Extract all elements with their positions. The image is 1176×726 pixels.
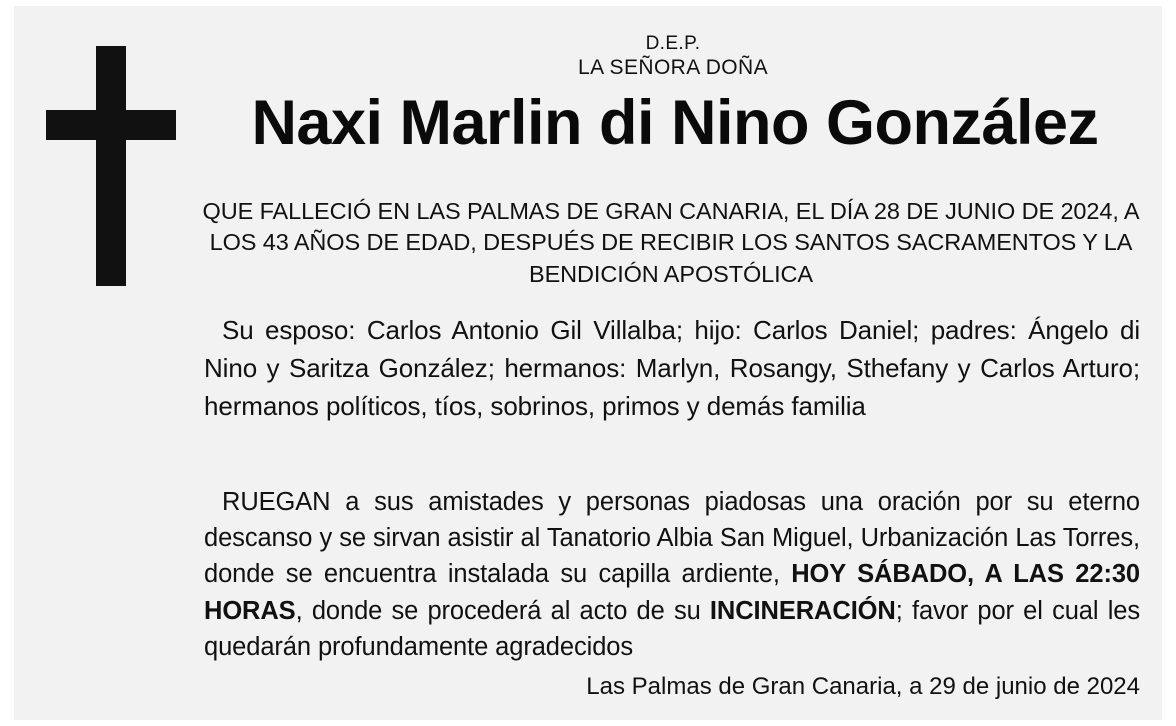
plea-text-3: ; favor por el cual les quedarán profundamente agradecidos xyxy=(204,596,1140,661)
notice-body xyxy=(14,6,1162,720)
plea-text-2: , donde se procederá al acto de su xyxy=(295,596,710,625)
dep-label: D.E.P. xyxy=(645,33,701,54)
plea-ceremony-emphasis: INCINERACIÓN xyxy=(709,596,896,625)
honorific-label: LA SEÑORA DOÑA xyxy=(578,56,768,80)
notice-header xyxy=(194,32,1152,81)
cross-horizontal-bar xyxy=(46,110,176,140)
funeral-plea xyxy=(204,484,1140,665)
latin-cross-icon xyxy=(36,46,186,286)
death-details: QUE FALLECIÓ EN LAS PALMAS DE GRAN CANARIA, EL DÍA 28 DE JUNIO DE 2024, A LOS 43 AÑOS DE EDAD, DESPUÉS DE RECIBIR LOS SANTOS SACRAMENTOS Y LA BENDICIÓN APOSTÓLICA xyxy=(202,198,1140,287)
plea-time-emphasis: HOY SÁBADO, A LAS 22:30 HORAS xyxy=(204,560,1140,625)
cross-vertical-bar xyxy=(96,46,126,286)
deceased-name: Naxi Marlin di Nino González xyxy=(251,88,1099,158)
place-and-date: Las Palmas de Gran Canaria, a 29 de junio de 2024 xyxy=(586,673,1140,701)
plea-text-1: RUEGAN a sus amistades y personas piadosas una oración por su eterno descanso y se sirvan asistir al Tanatorio Albia San Miguel, Urbanización Las Torres, donde se encuentra instalada su capilla ardiente, xyxy=(204,488,1140,589)
family-list: Su esposo: Carlos Antonio Gil Villalba; hijo: Carlos Daniel; padres: Ángelo di Nino y Saritza González; hermanos: Marlyn, Rosangy, Sthefany y Carlos Arturo; hermanos políticos, tíos, sobrinos, primos y demás familia xyxy=(204,315,1140,421)
